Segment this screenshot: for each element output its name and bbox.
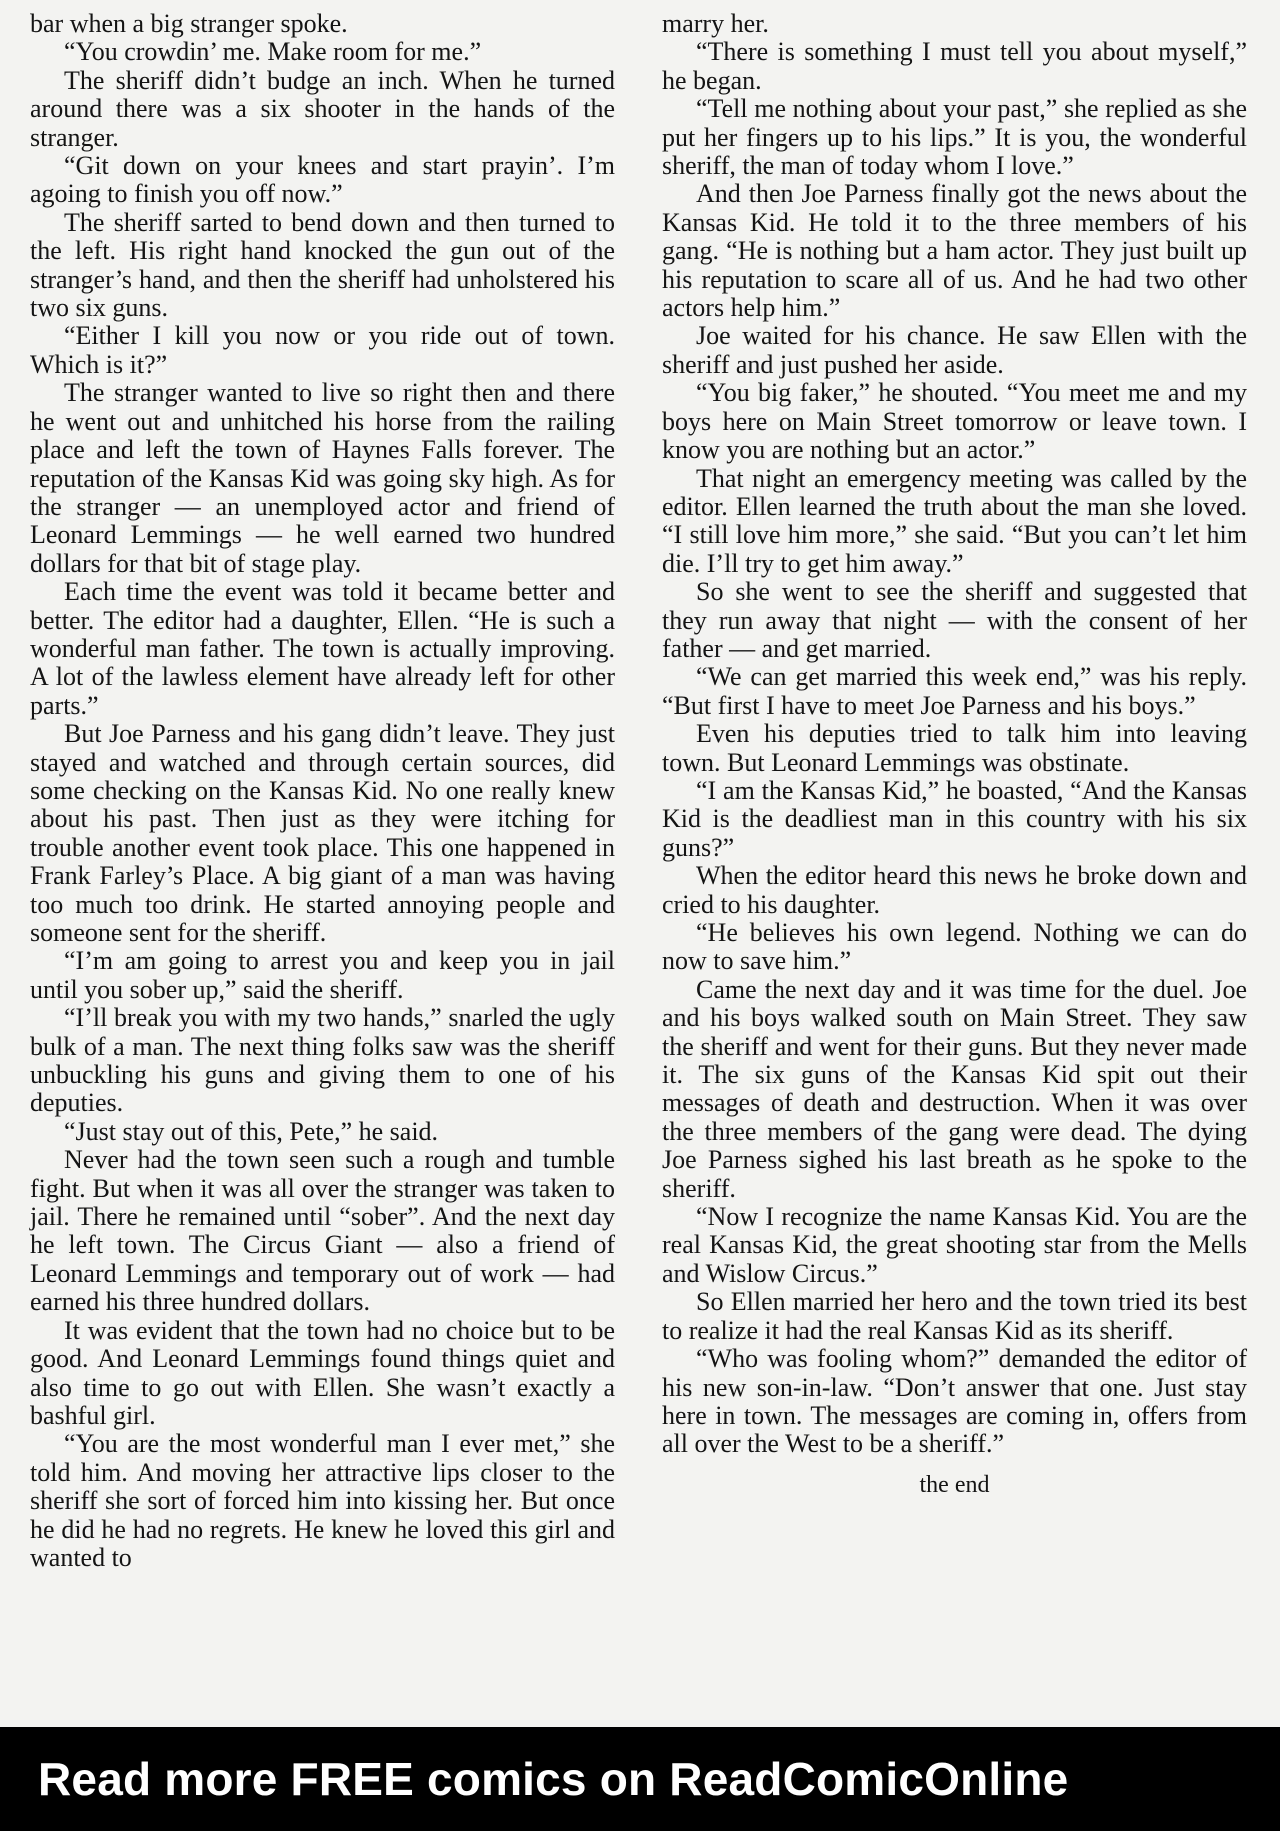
paragraph: “You are the most wonderful man I ever met,” she told him. And moving her attractive lips closer to the sheriff she sort of forced him into kissing her. But once he did he had no regrets. He knew he loved this girl and wanted to: [30, 1429, 615, 1572]
paragraph: “I’ll break you with my two hands,” snarled the ugly bulk of a man. The next thing folks saw was the sheriff unbuckling his guns and giving them to one of his deputies.: [30, 1003, 615, 1118]
paragraph: When the editor heard this news he broke down and cried to his daughter.: [662, 861, 1247, 919]
paragraph: bar when a big stranger spoke.: [30, 9, 348, 38]
paragraph: Joe waited for his chance. He saw Ellen with the sheriff and just pushed her aside.: [662, 321, 1247, 379]
paragraph: “We can get married this week end,” was his reply. “But first I have to meet Joe Parness and his boys.”: [662, 662, 1247, 720]
paragraph: “There is something I must tell you about myself,” he began.: [662, 37, 1247, 95]
paragraph: That night an emergency meeting was called by the editor. Ellen learned the truth about the man she loved. “I still love him more,” she said. “But you can’t let him die. I’ll try to get him away.”: [662, 463, 1247, 578]
paragraph: The sheriff didn’t budge an inch. When he turned around there was a six shooter in the hands of the stranger.: [30, 65, 615, 152]
paragraph: “You big faker,” he shouted. “You meet me and my boys here on Main Street tomorrow or leave town. I know you are nothing but an actor.”: [662, 378, 1247, 465]
promo-banner-text[interactable]: Read more FREE comics on ReadComicOnline: [38, 1753, 1069, 1805]
paragraph: “I am the Kansas Kid,” he boasted, “And the Kansas Kid is the deadliest man in this country with his six guns?”: [662, 775, 1247, 862]
paragraph: “Who was fooling whom?” demanded the editor of his new son-in-law. “Don’t answer that one. Just stay here in town. The messages are coming in, offers from all over the West to be a sheriff.”: [662, 1344, 1247, 1459]
paragraph: marry her.: [662, 9, 769, 38]
paragraph: So she went to see the sheriff and suggested that they run away that night — with the consent of her father — and get married.: [662, 577, 1247, 663]
paragraph: Even his deputies tried to talk him into leaving town. But Leonard Lemmings was obstinate.: [662, 719, 1247, 777]
left-text-column: [30, 10, 615, 1572]
paragraph: So Ellen married her hero and the town tried its best to realize it had the real Kansas Kid as its sheriff.: [662, 1287, 1247, 1345]
paragraph: And then Joe Parness finally got the news about the Kansas Kid. He told it to the three members of his gang. “He is nothing but a ham actor. They just built up his reputation to scare all of us. And he had two other actors help him.”: [662, 179, 1247, 323]
paragraph: Came the next day and it was time for the duel. Joe and his boys walked south on Main Street. They saw the sheriff and went for their guns. But they never made it. The six guns of the Kansas Kid spit out their messages of death and destruction. When it was over the three members of the gang were dead. The dying Joe Parness sighed his last breath as he spoke to the sheriff.: [662, 974, 1247, 1203]
paragraph: “Tell me nothing about your past,” she replied as she put her fingers up to his lips.” It is you, the wonderful sheriff, the man of today whom I love.”: [662, 94, 1247, 181]
paragraph: Never had the town seen such a rough and tumble fight. But when it was all over the stranger was taken to jail. There he remained until “sober”. And the next day he left town. The Circus Giant — also a friend of Leonard Lemmings and temporary out of work — had earned his three hundred dollars.: [30, 1145, 615, 1317]
paragraph: Each time the event was told it became better and better. The editor had a daughter, Ellen. “He is such a wonderful man father. The town is actually improving. A lot of the lawless element have already left for other parts.”: [30, 577, 615, 720]
paragraph: But Joe Parness and his gang didn’t leave. They just stayed and watched and through certain sources, did some checking on the Kansas Kid. No one really knew about his past. Then just as they were itching for trouble another event took place. This one happened in Frank Farley’s Place. A big giant of a man was having too much too drink. He started annoying people and someone sent for the sheriff.: [30, 719, 615, 947]
paragraph: “Git down on your knees and start prayin’. I’m agoing to finish you off now.”: [30, 151, 615, 209]
paragraph: “He believes his own legend. Nothing we can do now to save him.”: [662, 918, 1247, 976]
paragraph: “Either I kill you now or you ride out of town. Which is it?”: [30, 321, 615, 379]
paragraph: “I’m am going to arrest you and keep you in jail until you sober up,” said the sheriff.: [30, 946, 615, 1004]
paragraph: The sheriff sarted to bend down and then turned to the left. His right hand knocked the gun out of the stranger’s hand, and then the sheriff had unholstered his two six guns.: [30, 207, 615, 323]
the-end-label: the end: [919, 1471, 990, 1498]
paragraph: “Now I recognize the name Kansas Kid. You are the real Kansas Kid, the great shooting star from the Mells and Wislow Circus.”: [662, 1202, 1247, 1288]
paragraph: “You crowdin’ me. Make room for me.”: [64, 37, 482, 67]
paragraph: “Just stay out of this, Pete,” he said.: [64, 1116, 439, 1146]
promo-banner[interactable]: [0, 1727, 1280, 1831]
paragraph: It was evident that the town had no choice but to be good. And Leonard Lemmings found things quiet and also time to go out with Ellen. She wasn’t exactly a bashful girl.: [30, 1315, 615, 1430]
right-text-column: [662, 10, 1247, 1499]
paragraph: The stranger wanted to live so right then and there he went out and unhitched his horse from the railing place and left the town of Haynes Falls forever. The reputation of the Kansas Kid was going sky high. As for the stranger — an unemployed actor and friend of Leonard Lemmings — he well earned two hundred dollars for that bit of stage play.: [30, 378, 615, 578]
